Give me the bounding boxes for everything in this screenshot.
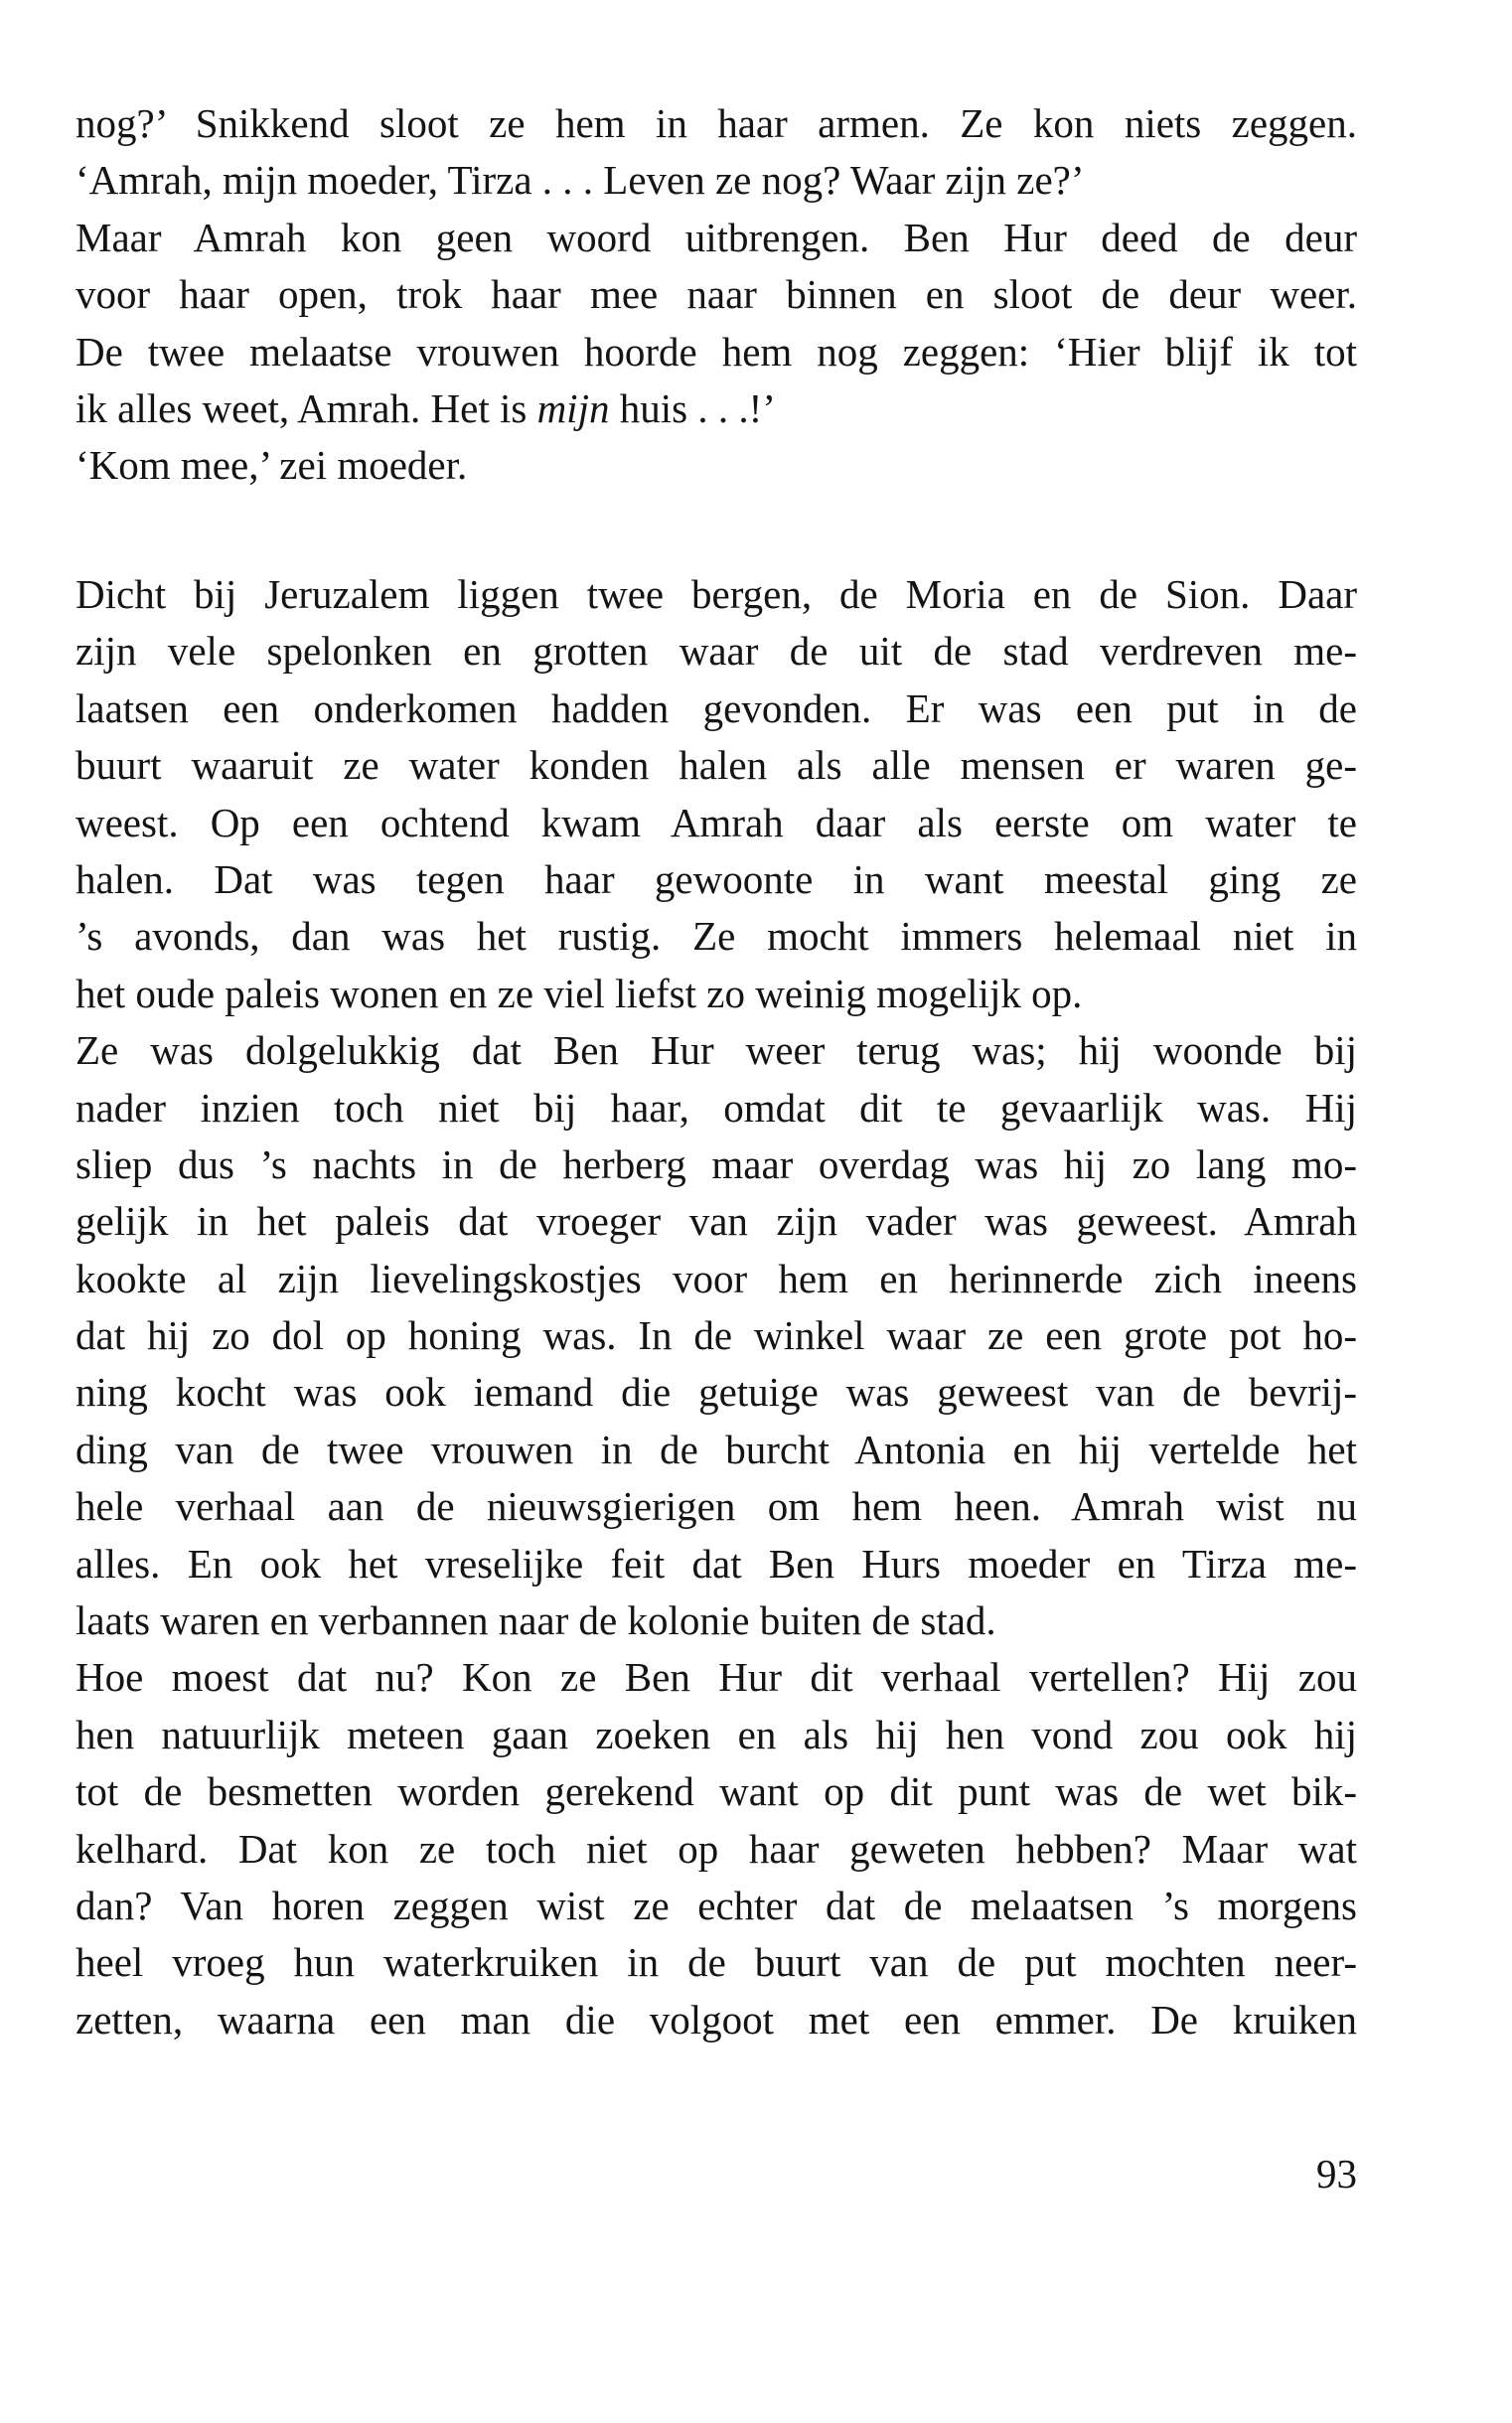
text-line: buurt waaruit ze water konden halen als alle mensen er waren ge- xyxy=(76,742,1357,789)
text-line: Hoe moest dat nu? Kon ze Ben Hur dit verhaal vertellen? Hij zou xyxy=(76,1654,1357,1701)
text-line: dat hij zo dol op honing was. In de winkel waar ze een grote pot ho- xyxy=(76,1312,1357,1359)
emphasized-word: mijn xyxy=(536,384,610,431)
text-line: Maar Amrah kon geen woord uitbrengen. Ben Hur deed de deur xyxy=(76,214,1357,260)
text-line: De twee melaatse vrouwen hoorde hem nog zeggen: ‘Hier blijf ik tot xyxy=(76,328,1357,375)
text-segment: huis . . .!’ xyxy=(609,384,776,431)
text-line: laats waren en verbannen naar de kolonie buiten de stad. xyxy=(76,1597,996,1644)
text-line: alles. En ook het vreselijke feit dat Ben Hurs moeder en Tirza me- xyxy=(76,1540,1357,1587)
text-line: ‘Amrah, mijn moeder, Tirza . . . Leven ze nog? Waar zijn ze?’ xyxy=(76,157,1085,204)
text-line: laatsen een onderkomen hadden gevonden. Er was een put in de xyxy=(76,684,1357,731)
text-line: ding van de twee vrouwen in de burcht Antonia en hij vertelde het xyxy=(76,1426,1357,1472)
text-line: sliep dus ’s nachts in de herberg maar overdag was hij zo lang mo- xyxy=(76,1140,1357,1187)
text-line: kookte al zijn lievelingskostjes voor hem en herinnerde zich ineens xyxy=(76,1255,1357,1301)
text-line xyxy=(76,380,1357,437)
text-line: Ze was dolgelukkig dat Ben Hur weer terug was; hij woonde bij xyxy=(76,1027,1357,1074)
text-line: weest. Op een ochtend kwam Amrah daar als eerste om water te xyxy=(76,799,1357,845)
text-line: voor haar open, trok haar mee naar binnen en sloot de deur weer. xyxy=(76,271,1357,318)
text-line: gelijk in het paleis dat vroeger van zijn vader was geweest. Amrah xyxy=(76,1198,1357,1245)
text-line: kelhard. Dat kon ze toch niet op haar geweten hebben? Maar wat xyxy=(76,1825,1357,1872)
text-line: tot de besmetten worden gerekend want op dit punt was de wet bik- xyxy=(76,1768,1357,1815)
text-line: zijn vele spelonken en grotten waar de uit de stad verdreven me- xyxy=(76,628,1357,675)
text-line: hen natuurlijk meteen gaan zoeken en als hij hen vond zou ook hij xyxy=(76,1711,1357,1757)
text-line: ‘Kom mee,’ zei moeder. xyxy=(76,442,468,489)
text-block-narrative xyxy=(76,566,1357,2048)
page-number: 93 xyxy=(1316,2151,1357,2196)
text-line: het oude paleis wonen en ze viel liefst zo weinig mogelijk op. xyxy=(76,970,1083,1016)
text-line: ning kocht was ook iemand die getuige was geweest van de bevrij- xyxy=(76,1369,1357,1416)
text-line: ’s avonds, dan was het rustig. Ze mocht immers helemaal niet in xyxy=(76,913,1357,960)
text-line: dan? Van horen zeggen wist ze echter dat de melaatsen ’s morgens xyxy=(76,1882,1357,1928)
text-line: hele verhaal aan de nieuwsgierigen om hem heen. Amrah wist nu xyxy=(76,1483,1357,1530)
text-block-dialogue xyxy=(76,95,1357,495)
text-line: Dicht bij Jeruzalem liggen twee bergen, de Moria en de Sion. Daar xyxy=(76,571,1357,617)
text-line: nader inzien toch niet bij haar, omdat dit te gevaarlijk was. Hij xyxy=(76,1084,1357,1131)
text-line: halen. Dat was tegen haar gewoonte in want meestal ging ze xyxy=(76,855,1357,902)
text-line: zetten, waarna een man die volgoot met een emmer. De kruiken xyxy=(76,1996,1357,2043)
text-line: heel vroeg hun waterkruiken in de buurt van de put mochten neer- xyxy=(76,1939,1357,1986)
text-line: nog?’ Snikkend sloot ze hem in haar armen. Ze kon niets zeggen. xyxy=(76,100,1357,146)
text-segment: ik alles weet, Amrah. Het is xyxy=(76,384,537,431)
